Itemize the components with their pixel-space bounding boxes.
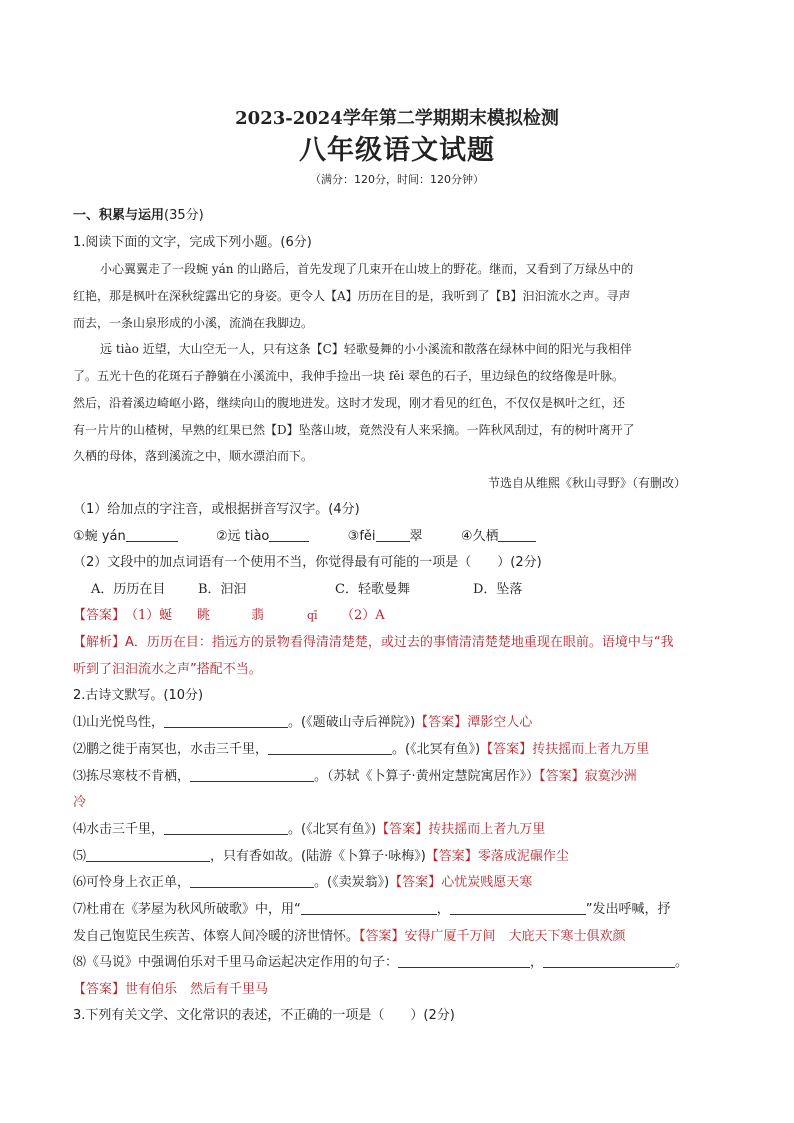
- answer-label: 【答案】: [376, 822, 429, 837]
- q2-item-4: [73, 820, 545, 840]
- answer-blank[interactable]: [268, 740, 392, 755]
- q2-answer: 抟扶摇而上者九万里: [532, 742, 650, 757]
- q2-item-text: ⑵鹏之徙于南冥也，水击三千里，: [73, 742, 269, 757]
- q2-item-text: ⑹可怜身上衣正单，: [73, 875, 191, 890]
- q2-answer: 心忧炭贱愿天寒: [441, 875, 533, 890]
- q2-item-text: ⑷水击三千里，: [73, 822, 165, 837]
- q1-stem: 1.阅读下面的文字，完成下列小题。(6分): [73, 235, 312, 250]
- q2-item-3: [73, 767, 637, 787]
- q2-item-source: 。(《北冥有鱼》): [392, 742, 481, 757]
- q2-item-8: [73, 953, 688, 973]
- answer-label: 【答案】: [539, 769, 585, 784]
- passage-line-8: 久栖的母体，落到溪流之中，顺水漂泊而下。: [73, 449, 314, 463]
- q1-answer-part: （1）蜒: [125, 608, 173, 623]
- exam-subtitle: （满分：120分，时间：120分钟）: [310, 173, 484, 186]
- q1-answer-part: qī: [307, 609, 318, 622]
- q2-item-text: 。: [675, 955, 689, 970]
- q2-item-text: ⑻《马说》中强调伯乐对千里马命运起决定作用的句子：: [73, 955, 399, 970]
- passage-line-2: 红艳，那是枫叶在深秋绽露出它的身姿。更令人【A】历历在目的是，我听到了【B】汩汩流水之声。寻声: [73, 289, 631, 303]
- answer-blank[interactable]: [543, 953, 675, 968]
- exam-title-line1: 2023-2024学年第二学期期末模拟检测: [235, 108, 559, 129]
- option-b[interactable]: B．汩汩: [198, 582, 247, 597]
- answer-blank[interactable]: [190, 767, 314, 782]
- q1-answer-part: 翡: [251, 608, 265, 623]
- answer-blank[interactable]: [86, 847, 210, 862]
- q2-stem: 2.古诗文默写。(10分): [73, 688, 204, 703]
- answer-label: 【答案】: [73, 982, 126, 997]
- q2-item-text: ⑴山光悦鸟性，: [73, 715, 165, 730]
- option-c[interactable]: C．轻歌曼舞: [335, 582, 410, 597]
- answer-blank[interactable]: [398, 953, 530, 968]
- q1-item-4: ④久栖: [460, 529, 499, 544]
- q1-analysis-line1: [73, 633, 674, 653]
- q2-item-source: 。(《北冥有鱼》): [288, 822, 377, 837]
- q2-item-text: ⑶拣尽寒枝不肯栖，: [73, 769, 191, 784]
- section1-heading: 一、积累与运用: [73, 208, 165, 223]
- q2-answer: 零落成泥碾作尘: [477, 849, 569, 864]
- q2-item-7-line2: [73, 927, 626, 947]
- q2-item-separator: ，: [436, 902, 450, 917]
- q2-item-text: ⑺杜甫在《茅屋为秋风所破歌》中，用“: [73, 902, 301, 917]
- q2-item-text: 发自己饱览民生疾苦、体察人间冷暖的济世情怀。: [73, 929, 360, 944]
- q1-analysis-line2: 听到了汩汩流水之声”搭配不当。: [73, 662, 262, 677]
- answer-blank[interactable]: [190, 873, 314, 888]
- passage-line-1: 小心翼翼走了一段蜿 yán 的山路后，首先发现了几束开在山坡上的野花。继而，又看到了万绿丛中的: [100, 262, 634, 276]
- option-d[interactable]: D．坠落: [473, 582, 523, 597]
- q2-item-source: 。(《题破山寺后禅院》): [288, 715, 416, 730]
- q2-item-1: [73, 713, 532, 733]
- answer-blank[interactable]: [164, 820, 288, 835]
- q2-answer: 安得广厦千万间 大庇天下寒士俱欢颜: [404, 929, 626, 944]
- q1-sub1-items: [73, 527, 536, 547]
- q2-item-2: [73, 740, 649, 760]
- passage-line-4: 远 tiào 近望，大山空无一人，只有这条【C】轻歌曼舞的小小溪流和散落在绿林中间的阳光与我相伴: [100, 342, 632, 356]
- answer-label: 【答案】: [389, 875, 442, 890]
- q2-item-separator: ，: [530, 955, 544, 970]
- answer-label: 【答案】: [480, 742, 533, 757]
- option-a[interactable]: A．历历在目: [91, 582, 166, 597]
- q1-item-2: ②远 tiào: [215, 529, 270, 544]
- q2-item-6: [73, 873, 532, 893]
- answer-blank[interactable]: [376, 527, 410, 542]
- q2-item-text: ⑸: [73, 849, 87, 864]
- q2-item-5: [73, 847, 569, 867]
- answer-blank[interactable]: [126, 527, 178, 542]
- answer-blank[interactable]: [498, 527, 536, 542]
- q1-answer-part: （2）A: [341, 608, 385, 623]
- q1-sub1-stem: （1）给加点的字注音，或根据拼音写汉字。(4分): [73, 502, 360, 517]
- q1-answer-part: 眺: [197, 608, 211, 623]
- q2-answer: 寂寞沙洲: [584, 769, 637, 784]
- passage-line-5: 了。五光十色的花斑石子静躺在小溪流中，我伸手捡出一块 fěi 翠色的石子，里边绿色的纹络像是叶脉。: [73, 369, 625, 383]
- answer-label: 【答案】: [73, 608, 126, 623]
- passage-source: 节选自从维熙《秋山寻野》（有删改）: [488, 476, 687, 490]
- q1-item-3-suffix: 翠: [409, 529, 423, 544]
- analysis-label: 【解析】: [73, 635, 126, 650]
- q1-sub2-stem: （2）文段中的加点词语有一个使用不当，你觉得最有可能的一项是（ ）(2分): [73, 555, 542, 570]
- exam-title-line2: 八年级语文试题: [299, 135, 495, 166]
- answer-label: 【答案】: [425, 849, 478, 864]
- section1-heading-line: [73, 206, 204, 226]
- q3-stem: 3.下列有关文学、文化常识的表述，不正确的一项是（ ）(2分): [73, 1008, 455, 1023]
- q2-item-source: 。(《卖炭翁》): [314, 875, 390, 890]
- answer-blank[interactable]: [450, 900, 586, 915]
- answer-label: 【答案】: [359, 929, 405, 944]
- q2-answer: 抟扶摇而上者九万里: [428, 822, 546, 837]
- q2-item-source: ，只有香如故。(陆游《卜算子·咏梅》): [210, 849, 426, 864]
- passage-line-3: 而去，一条山泉形成的小溪，流淌在我脚边。: [73, 316, 314, 330]
- answer-blank[interactable]: [164, 713, 288, 728]
- q2-item-7: [73, 900, 671, 920]
- passage-line-6: 然后，沿着溪边崎岖小路，继续向山的腹地进发。这时才发现，刚才看见的红色，不仅仅是枫叶之红，还: [73, 396, 626, 410]
- section1-score: (35分): [164, 208, 204, 223]
- q1-answer: [73, 606, 385, 626]
- q2-item-source: 。（苏轼《卜算子·黄州定慧院寓居作》）: [314, 769, 540, 784]
- q2-answer: 潭影空人心: [467, 715, 533, 730]
- answer-label: 【答案】: [415, 715, 468, 730]
- q1-options: [91, 580, 522, 600]
- q2-item-text: ”发出呼喊，抒: [585, 902, 671, 917]
- answer-blank[interactable]: [269, 527, 309, 542]
- q2-answer: 世有伯乐 然后有千里马: [125, 982, 269, 997]
- q2-item-8-answer: [73, 980, 268, 1000]
- answer-blank[interactable]: [301, 900, 437, 915]
- q1-item-1: ①蜿 yán: [73, 529, 126, 544]
- q1-analysis-text: A．历历在目：指远方的景物看得清清楚楚，或过去的事情清清楚楚地重现在眼前。语境中与“我: [125, 635, 674, 650]
- q2-item-3-continued: 冷: [73, 795, 87, 810]
- q1-item-3: ③fěi: [347, 529, 376, 544]
- passage-line-7: 有一片片的山楂树，早熟的红果已然【D】坠落山坡，竟然没有人来采摘。一阵秋风刮过，有的树叶离开了: [73, 423, 635, 437]
